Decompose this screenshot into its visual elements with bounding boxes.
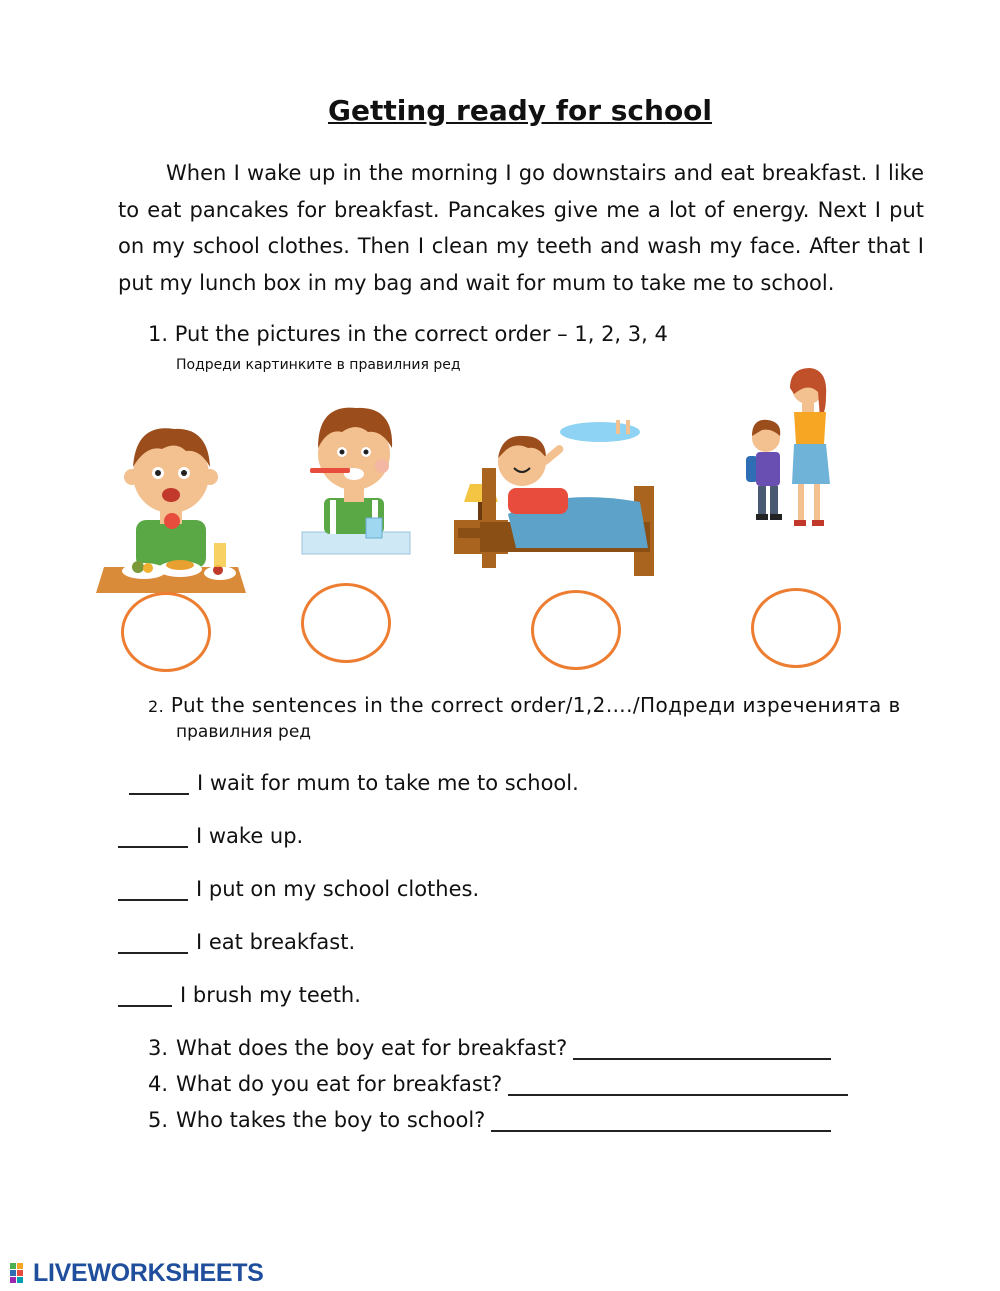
question-4 bbox=[148, 1072, 848, 1096]
sentence-3-text: I put on my school clothes. bbox=[196, 877, 480, 901]
boy-waking-up-in-bed-icon bbox=[450, 418, 662, 580]
story-paragraph: When I wake up in the morning I go downstairs and eat breakfast. I like to eat pancakes for breakfast. Pancakes give me a lot of energy. Next I put on my school clothes. Then I clean my teeth and wash my face. After that I put my lunch box in my bag and wait for mum to take me to school. bbox=[118, 161, 924, 295]
question-1 bbox=[148, 322, 668, 346]
question-4-text: What do you eat for breakfast? bbox=[176, 1072, 503, 1096]
question-1-number: 1. bbox=[148, 322, 169, 346]
liveworksheets-logo-icon bbox=[10, 1261, 32, 1285]
sentence-4 bbox=[118, 930, 355, 954]
sentence-2 bbox=[118, 824, 303, 848]
question-2-text-cont: правилния ред bbox=[176, 722, 312, 742]
liveworksheets-brand[interactable] bbox=[10, 1258, 264, 1288]
sentence-3-blank[interactable] bbox=[118, 877, 188, 901]
question-3-text: What does the boy eat for breakfast? bbox=[176, 1036, 568, 1060]
order-circle-4[interactable] bbox=[751, 588, 841, 668]
worksheet-title: Getting ready for school bbox=[327, 94, 713, 127]
question-4-answer[interactable] bbox=[508, 1072, 848, 1096]
sentence-2-text: I wake up. bbox=[196, 824, 304, 848]
sentence-1-text: I wait for mum to take me to school. bbox=[197, 771, 579, 795]
sentence-1 bbox=[129, 771, 579, 795]
question-2 bbox=[148, 688, 924, 724]
question-4-number: 4. bbox=[148, 1072, 169, 1096]
order-circle-1[interactable] bbox=[121, 592, 211, 672]
sentence-5-text: I brush my teeth. bbox=[180, 983, 361, 1007]
question-2-number: 2. bbox=[148, 697, 165, 716]
sentence-4-blank[interactable] bbox=[118, 930, 188, 954]
question-3 bbox=[148, 1036, 831, 1060]
question-5-number: 5. bbox=[148, 1108, 169, 1132]
question-3-answer[interactable] bbox=[573, 1036, 831, 1060]
liveworksheets-brand-text: LIVEWORKSHEETS bbox=[33, 1258, 264, 1287]
question-3-number: 3. bbox=[148, 1036, 169, 1060]
question-1-translation: Подреди картинките в правилния ред bbox=[176, 357, 461, 373]
sentence-5-blank[interactable] bbox=[118, 983, 172, 1007]
question-5-text: Who takes the boy to school? bbox=[176, 1108, 486, 1132]
order-circle-2[interactable] bbox=[301, 583, 391, 663]
sentence-5 bbox=[118, 983, 361, 1007]
question-5-answer[interactable] bbox=[491, 1108, 831, 1132]
sentence-4-text: I eat breakfast. bbox=[196, 930, 356, 954]
sentence-2-blank[interactable] bbox=[118, 824, 188, 848]
sentence-1-blank[interactable] bbox=[129, 771, 189, 795]
question-2-text: Put the sentences in the correct order/1,2…./Подреди изреченията в bbox=[170, 693, 901, 717]
question-5 bbox=[148, 1108, 831, 1132]
order-circle-3[interactable] bbox=[531, 590, 621, 670]
question-1-text: Put the pictures in the correct order – 1, 2, 3, 4 bbox=[174, 322, 668, 346]
sentence-3 bbox=[118, 877, 479, 901]
boy-brushing-teeth-icon bbox=[296, 400, 416, 555]
mum-taking-boy-to-school-icon bbox=[742, 366, 844, 532]
boy-eating-breakfast-icon bbox=[96, 415, 246, 595]
